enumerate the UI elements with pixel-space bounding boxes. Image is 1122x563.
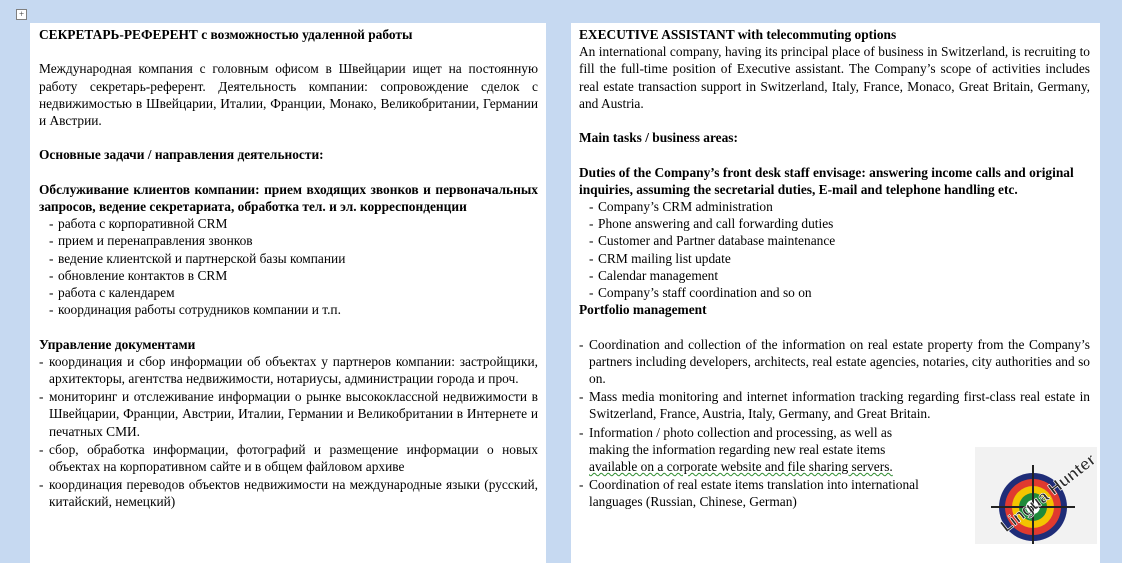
- en-title: EXECUTIVE ASSISTANT with telecommuting options: [579, 27, 897, 42]
- translation-line: languages (Russian, Chinese, German): [589, 494, 797, 510]
- svg-text:Lingua Hunter: Lingua Hunter: [996, 450, 1097, 536]
- list-item: - координация работы сотрудников компании и т.п.: [39, 301, 538, 318]
- ru-client-heading: Обслуживание клиентов компании: прием входящих звонков и первоначальных запросов, ведение секретариата, обработка тел. и эл. корреспонденции: [39, 181, 538, 214]
- en-portfolio-heading: Portfolio management: [579, 302, 707, 318]
- list-item: - работа с корпоративной CRM: [39, 215, 538, 232]
- ru-docs-list: [39, 353, 538, 511]
- list-item: - Coordination and collection of the information on real estate property from the Company’s partners including developers, architects, real estate agencies, notaries, city authorities and so on.: [579, 336, 1090, 388]
- list-item: - Phone answering and call forwarding duties: [579, 215, 1090, 232]
- table-move-icon[interactable]: +: [16, 9, 27, 20]
- en-duties-heading: Duties of the Company’s front desk staff envisage: answering income calls and original inquiries, assuming the secretarial duties, E-mail and telephone handling etc.: [579, 164, 1074, 197]
- list-item: - Calendar management: [579, 267, 1090, 284]
- ru-docs-heading: Управление документами: [39, 336, 196, 352]
- en-intro: An international company, having its principal place of business in Switzerland, is recruiting to fill the full-time position of Executive assistant. The Company’s scope of activities includes real estate transaction support in Switzerland, Italy, France, Monaco, Great Britain, Germany, and Austria.: [579, 44, 1090, 111]
- list-item: - сбор, обработка информации, фотографий и размещение информации о новых объектах на корпоративном сайте и в общем файловом архиве: [39, 441, 538, 475]
- photo-line: available on a corporate website and file sharing servers.: [589, 459, 893, 475]
- list-item: - координация переводов объектов недвижимости на международные языки (русский, китайский, немецкий): [39, 476, 538, 510]
- ru-title: СЕКРЕТАРЬ-РЕФЕРЕНТ с возможностью удаленной работы: [39, 27, 413, 42]
- list-item: - Mass media monitoring and internet information tracking regarding first-class real estate in Switzerland, France, Austria, Italy, Germany, and Great Britain.: [579, 388, 1090, 422]
- list-item: - Customer and Partner database maintenance: [579, 232, 1090, 249]
- ru-intro: Международная компания с головным офисом в Швейцарии ищет на постоянную работу секретарь-референт. Деятельность компании: сопровождение сделок с недвижимостью в Швейцарии, Италии, Франции, Монако, Великобритании, Германии и Австрии.: [39, 61, 538, 128]
- en-tasks-heading: Main tasks / business areas:: [579, 130, 738, 146]
- list-item: - прием и перенаправления звонков: [39, 232, 538, 249]
- list-item: - ведение клиентской и партнерской базы компании: [39, 250, 538, 267]
- list-item: - работа с календарем: [39, 284, 538, 301]
- list-item: - мониторинг и отслеживание информации о рынке высококлассной недвижимости в Швейцарии, Франции, Австрии, Италии, Германии и Великобритании в Интернете и печатных СМИ.: [39, 388, 538, 440]
- lingua-hunter-logo-icon: [975, 447, 1097, 544]
- list-item: - обновление контактов в CRM: [39, 267, 538, 284]
- ru-client-list: [39, 215, 538, 318]
- list-item: - Company’s staff coordination and so on: [579, 284, 1090, 301]
- list-item: - координация и сбор информации об объектах у партнеров компании: застройщики, архитекторы, агентства недвижимости, нотариусы, администрации города и проч.: [39, 353, 538, 387]
- list-item: - Company’s CRM administration: [579, 198, 1090, 215]
- list-item: - CRM mailing list update: [579, 250, 1090, 267]
- photo-line: making the information regarding new real estate items: [589, 441, 886, 457]
- russian-column: [30, 23, 546, 563]
- en-duties-list: [579, 198, 1090, 301]
- ru-tasks-heading: Основные задачи / направления деятельности:: [39, 147, 324, 163]
- photo-line: - Information / photo collection and processing, as well as: [589, 424, 893, 440]
- translation-line: - Coordination of real estate items translation into international: [589, 477, 919, 493]
